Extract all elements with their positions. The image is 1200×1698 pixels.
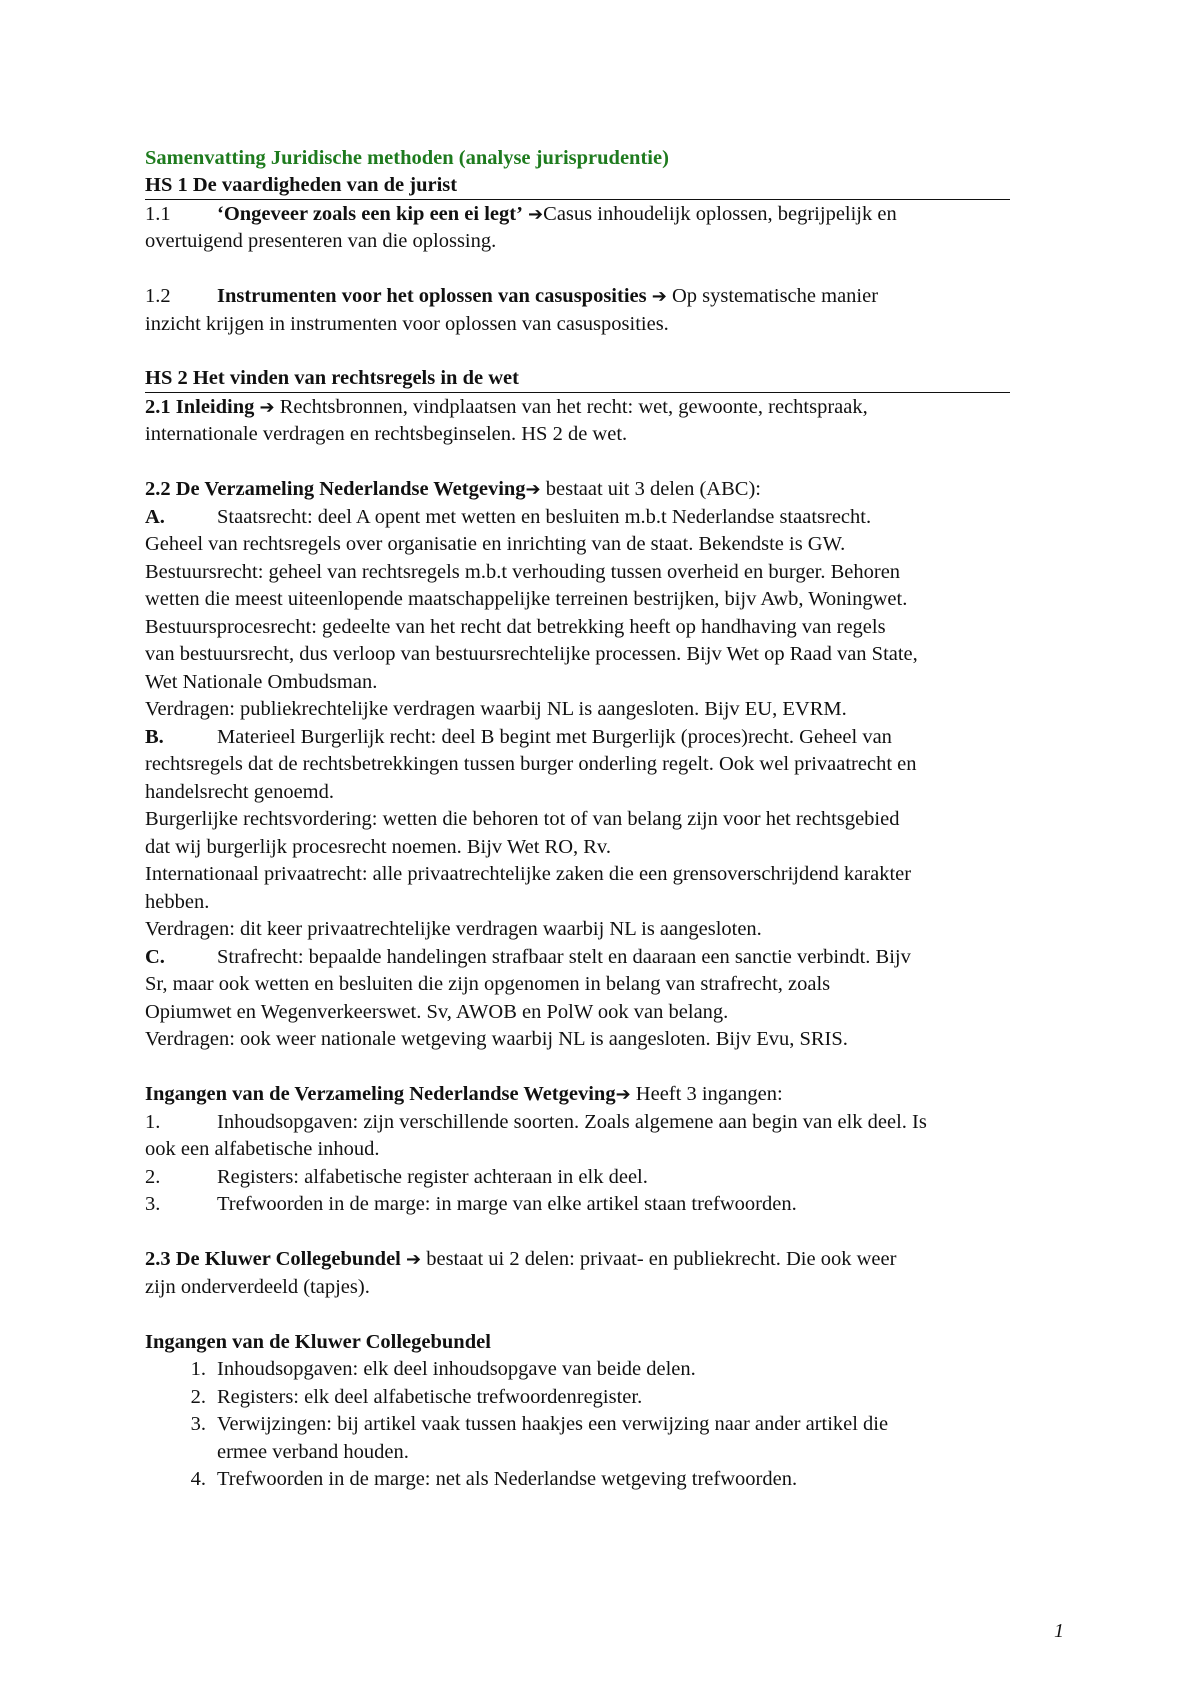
list-item [145, 1109, 1010, 1137]
part-text: Materieel Burgerlijk recht: deel B begint met Burgerlijk (proces)recht. Geheel van [217, 725, 892, 748]
section-title: Instrumenten voor het oplossen van casusposities [217, 285, 647, 307]
part-a-line: Verdragen: publiekrechtelijke verdragen waarbij NL is aangesloten. Bijv EU, EVRM. [145, 698, 847, 720]
list-text: Trefwoorden in de marge: net als Nederlandse wetgeving trefwoorden. [217, 1468, 798, 1490]
part-text: Staatsrecht: deel A opent met wetten en besluiten m.b.t Nederlandse staatsrecht. [217, 505, 872, 528]
section-1-2 [145, 283, 1010, 311]
list-item-continuation: ermee verband houden. [217, 1440, 409, 1463]
section-title: 2.1 Inleiding [145, 395, 255, 418]
list-item [145, 1466, 1010, 1494]
section-number: 1.2 [145, 285, 171, 307]
right-arrow-icon: ➔ [406, 1249, 422, 1270]
part-a-line: Bestuursrecht: geheel van rechtsregels m.b.t verhouding tussen overheid en burger. Behoren [145, 560, 901, 583]
part-a-line: Geheel van rechtsregels over organisatie en inrichting van de staat. Bekendste is GW. [145, 533, 846, 555]
part-c-line: Verdragen: ook weer nationale wetgeving waarbij NL is aangesloten. Bijv Evu, SRIS. [145, 1028, 848, 1050]
list-text: Inhoudsopgaven: zijn verschillende soorten. Zoals algemene aan begin van elk deel. Is [217, 1110, 927, 1133]
list-text: Trefwoorden in de marge: in marge van elke artikel staan trefwoorden. [217, 1193, 797, 1215]
section-2-1 [145, 394, 1010, 422]
heading-hs2: HS 2 Het vinden van rechtsregels in de wet [145, 366, 1010, 393]
section-text: Heeft 3 ingangen: [630, 1083, 783, 1105]
section-text: bestaat ui 2 delen: privaat- en publiekrecht. Die ook weer [421, 1248, 897, 1270]
right-arrow-icon: ➔ [259, 396, 275, 418]
section-text: Casus inhoudelijk oplossen, begrijpelijk en [543, 202, 897, 225]
list-text: Inhoudsopgaven: elk deel inhoudsopgave van beide delen. [217, 1358, 696, 1380]
list-number: 4. [190, 1468, 206, 1490]
part-b-line: Verdragen: dit keer privaatrechtelijke verdragen waarbij NL is aangesloten. [145, 918, 762, 940]
part-label: C. [145, 945, 165, 968]
section-text-line: zijn onderverdeeld (tapjes). [145, 1275, 370, 1298]
right-arrow-icon: ➔ [615, 1084, 631, 1105]
list-number: 2. [145, 1165, 161, 1188]
section-text-line: internationale verdragen en rechtsbeginselen. HS 2 de wet. [145, 423, 628, 445]
ingangen-heading [145, 1081, 1010, 1109]
section-title: Ingangen van de Kluwer Collegebundel [145, 1330, 491, 1353]
document-title: Samenvatting Juridische methoden (analyse jurisprudentie) [145, 147, 669, 169]
list-number: 1. [145, 1110, 161, 1133]
part-b-line: Burgerlijke rechtsvordering: wetten die behoren tot of van belang zijn voor het rechtsgebied [145, 808, 900, 830]
heading-hs1: HS 1 De vaardigheden van de jurist [145, 173, 1010, 200]
list-item [145, 1411, 1010, 1439]
part-a-line [145, 504, 1010, 532]
part-b-line: Internationaal privaatrecht: alle privaatrechtelijke zaken die een grensoverschrijdend karakter [145, 863, 912, 885]
list-number: 3. [190, 1413, 206, 1435]
section-text-line: inzicht krijgen in instrumenten voor oplossen van casusposities. [145, 312, 669, 335]
part-a-line: Wet Nationale Ombudsman. [145, 670, 378, 693]
part-a-line: Bestuursprocesrecht: gedeelte van het recht dat betrekking heeft op handhaving van regels [145, 615, 886, 638]
part-a-line: van bestuursrecht, dus verloop van bestuursrechtelijke processen. Bijv Wet op Raad van State, [145, 643, 918, 665]
part-c-line [145, 944, 1010, 972]
part-b-line: rechtsregels dat de rechtsbetrekkingen tussen burger onderling regelt. Ook wel privaatrecht en [145, 753, 917, 775]
part-label: A. [145, 505, 165, 528]
part-c-line: Opiumwet en Wegenverkeerswet. Sv, AWOB en PolW ook van belang. [145, 1000, 729, 1023]
part-c-line: Sr, maar ook wetten en besluiten die zijn opgenomen in belang van strafrecht, zoals [145, 973, 831, 995]
section-title: 2.3 De Kluwer Collegebundel [145, 1248, 401, 1270]
section-title: ‘Ongeveer zoals een kip een ei legt’ [217, 202, 523, 225]
section-1-1 [145, 201, 1010, 229]
part-b-line [145, 724, 1010, 752]
right-arrow-icon: ➔ [651, 286, 667, 307]
list-number: 1. [190, 1358, 206, 1380]
part-text: Strafrecht: bepaalde handelingen strafbaar stelt en daaraan een sanctie verbindt. Bijv [217, 945, 911, 968]
part-b-line: dat wij burgerlijk procesrecht noemen. Bijv Wet RO, Rv. [145, 835, 611, 858]
section-text: Op systematische manier [666, 285, 879, 307]
list-item [145, 1356, 1010, 1384]
list-text: Verwijzingen: bij artikel vaak tussen haakjes een verwijzing naar ander artikel die [217, 1413, 889, 1435]
section-2-2 [145, 476, 1010, 504]
part-a-line: wetten die meest uiteenlopende maatschappelijke terreinen bestrijken, bijv Awb, Woningwet. [145, 588, 908, 610]
list-item [145, 1164, 1010, 1192]
part-b-line: hebben. [145, 890, 210, 913]
list-text: Registers: alfabetische register achteraan in elk deel. [217, 1165, 648, 1188]
kluwer-heading [145, 1329, 1010, 1357]
section-text: Rechtsbronnen, vindplaatsen van het recht: wet, gewoonte, rechtspraak, [274, 395, 868, 418]
section-text-line: overtuigend presenteren van die oplossing. [145, 230, 497, 252]
list-text: Registers: elk deel alfabetische trefwoordenregister. [217, 1385, 643, 1408]
section-text: bestaat uit 3 delen (ABC): [540, 478, 761, 500]
page-number: 1 [1054, 1620, 1064, 1642]
part-label: B. [145, 725, 164, 748]
right-arrow-icon: ➔ [525, 479, 541, 500]
list-item [145, 1191, 1010, 1219]
list-number: 3. [145, 1193, 161, 1215]
list-item-continuation: ook een alfabetische inhoud. [145, 1138, 380, 1160]
right-arrow-icon: ➔ [528, 203, 544, 225]
section-title: 2.2 De Verzameling Nederlandse Wetgeving [145, 478, 526, 500]
section-title: Ingangen van de Verzameling Nederlandse Wetgeving [145, 1083, 616, 1105]
list-item [145, 1384, 1010, 1412]
list-number: 2. [190, 1385, 206, 1408]
part-b-line: handelsrecht genoemd. [145, 780, 334, 803]
section-number: 1.1 [145, 202, 171, 225]
section-2-3 [145, 1246, 1010, 1274]
document-body [145, 145, 1010, 1494]
